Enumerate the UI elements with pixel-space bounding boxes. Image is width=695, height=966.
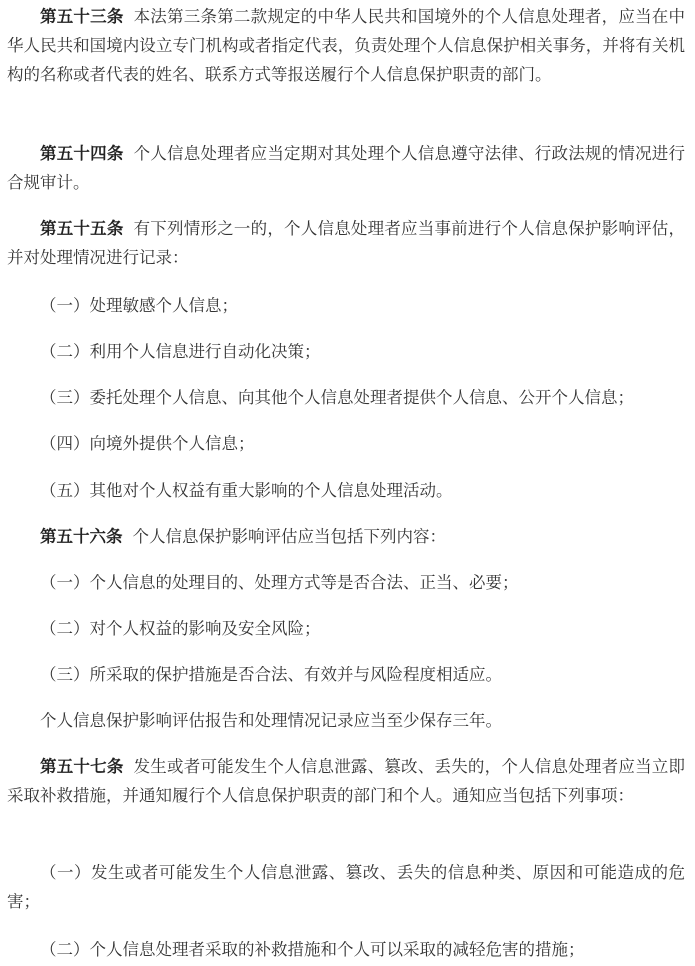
article-57 — [7, 752, 685, 810]
article-text: 有下列情形之一的，个人信息处理者应当事前进行个人信息保护影响评估，并对处理情况进行记录： — [7, 219, 686, 267]
list-item: （五）其他对个人权益有重大影响的个人信息处理活动。 — [40, 481, 453, 500]
list-item: （二）对个人权益的影响及安全风险； — [40, 619, 321, 638]
list-item: （二）利用个人信息进行自动化决策； — [40, 342, 321, 361]
list-item: （三）委托处理个人信息、向其他个人信息处理者提供个人信息、公开个人信息； — [40, 388, 634, 407]
article-text: 本法第三条第二款规定的中华人民共和国境外的个人信息处理者，应当在中华人民共和国境内设立专门机构或者指定代表，负责处理个人信息保护相关事务，并将有关机构的名称或者代表的姓名、联系方式等报送履行个人信息保护职责的部门。 — [7, 7, 686, 84]
article-title: 第五十七条 — [40, 757, 124, 776]
article-55 — [7, 214, 685, 272]
article-text: 个人信息处理者应当定期对其处理个人信息遵守法律、行政法规的情况进行合规审计。 — [7, 144, 686, 192]
list-item: （一）发生或者可能发生个人信息泄露、篡改、丢失的信息种类、原因和可能造成的危害； — [7, 863, 685, 911]
article-56 — [7, 522, 685, 551]
article-54 — [7, 139, 685, 197]
list-item: （三）所采取的保护措施是否合法、有效并与风险程度相适应。 — [40, 665, 502, 684]
article-53 — [7, 2, 685, 89]
article-title: 第五十四条 — [40, 144, 124, 163]
article-text: 个人信息保护影响评估应当包括下列内容： — [132, 527, 446, 546]
closing-paragraph: 个人信息保护影响评估报告和处理情况记录应当至少保存三年。 — [40, 711, 502, 730]
list-item: （四）向境外提供个人信息； — [40, 434, 255, 453]
list-item: （一）处理敏感个人信息； — [40, 296, 238, 315]
list-item: （一）个人信息的处理目的、处理方式等是否合法、正当、必要； — [40, 573, 519, 592]
list-item: （二）个人信息处理者采取的补救措施和个人可以采取的减轻危害的措施； — [40, 940, 585, 959]
article-text: 发生或者可能发生个人信息泄露、篡改、丢失的，个人信息处理者应当立即采取补救措施，并通知履行个人信息保护职责的部门和个人。通知应当包括下列事项： — [7, 757, 686, 805]
article-title: 第五十三条 — [40, 7, 124, 26]
article-title: 第五十五条 — [40, 219, 124, 238]
article-title: 第五十六条 — [40, 527, 123, 546]
